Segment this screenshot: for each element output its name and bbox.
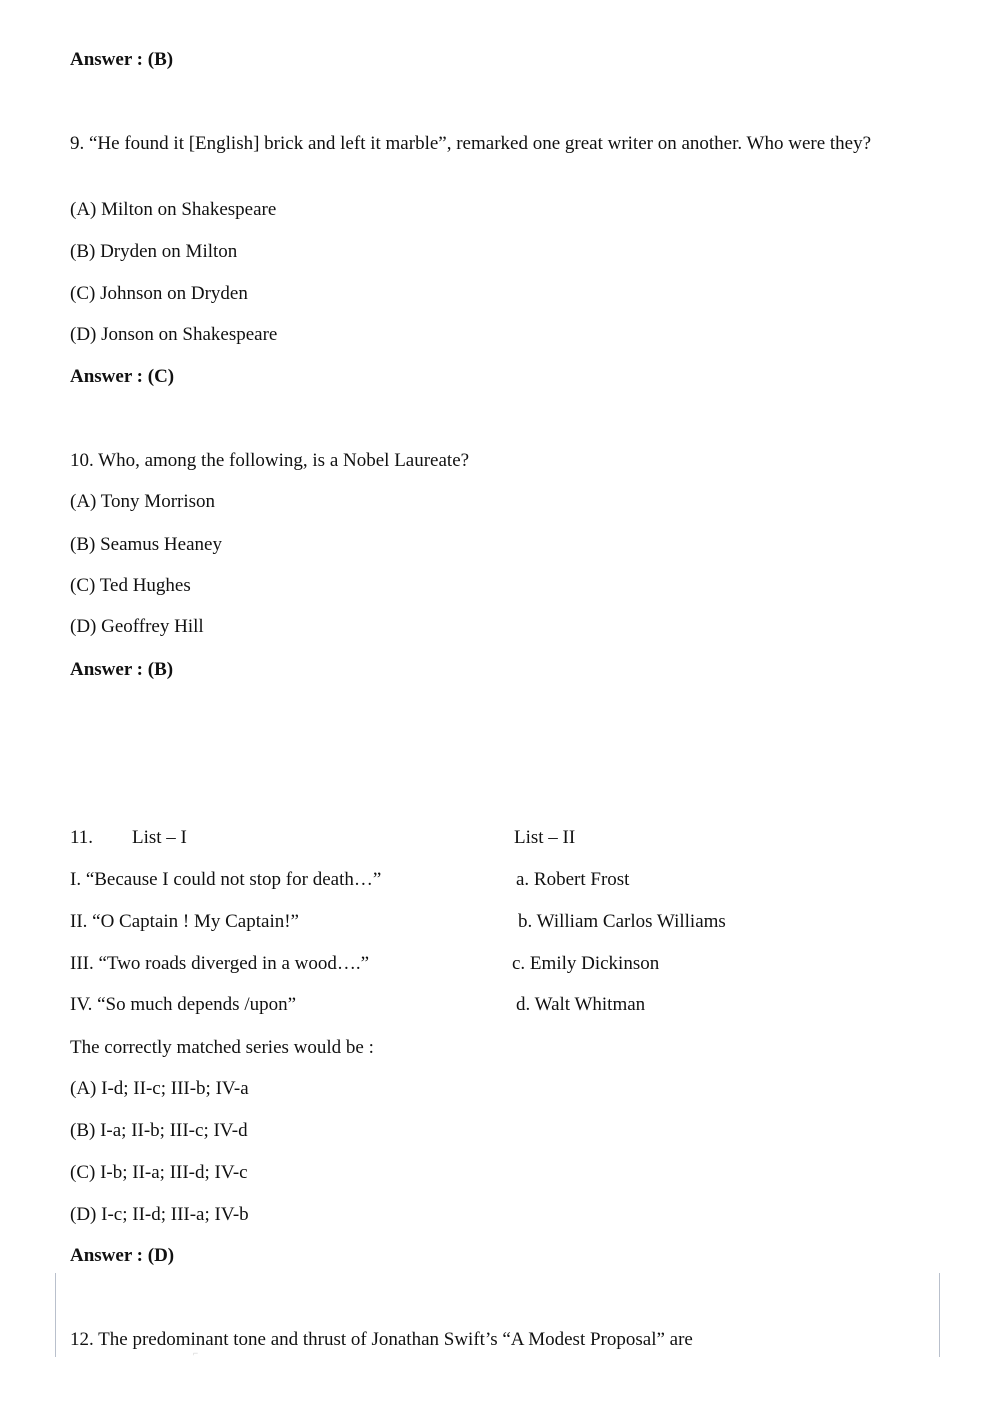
q9-option-b: (B) Dryden on Milton (70, 241, 238, 262)
list-1-title: List – I (132, 827, 187, 848)
q9-option-a: (A) Milton on Shakespeare (70, 199, 277, 220)
q10-option-b: (B) Seamus Heaney (70, 534, 222, 555)
list-1-item-1: I. “Because I could not stop for death…” (70, 869, 382, 890)
list-2-item-c: c. Emily Dickinson (512, 953, 660, 974)
q11-list-header (0, 826, 993, 850)
q10-option-c: (C) Ted Hughes (70, 575, 191, 596)
question-9-text: 9. “He found it [English] brick and left it marble”, remarked one great writer on another. Who were they? (70, 133, 872, 154)
q11-option-d: (D) I-c; II-d; III-a; IV-b (70, 1204, 249, 1225)
q11-option-b: (B) I-a; II-b; III-c; IV-d (70, 1120, 248, 1141)
q11-option-c: (C) I-b; II-a; III-d; IV-c (70, 1162, 248, 1183)
answer-q11: Answer : (D) (70, 1245, 175, 1266)
list-2-item-b: b. William Carlos Williams (518, 911, 726, 932)
right-margin-rule (939, 1273, 940, 1357)
margin-mark: ⌐ (193, 1348, 199, 1358)
q10-option-d: (D) Geoffrey Hill (70, 616, 204, 637)
answer-q10: Answer : (B) (70, 659, 174, 680)
left-margin-rule (55, 1273, 56, 1357)
q9-option-d: (D) Jonson on Shakespeare (70, 324, 278, 345)
list-1-item-2: II. “O Captain ! My Captain!” (70, 911, 299, 932)
answer-q9: Answer : (C) (70, 366, 175, 387)
list-2-item-a: a. Robert Frost (516, 869, 630, 890)
q9-option-c: (C) Johnson on Dryden (70, 283, 248, 304)
question-10-text: 10. Who, among the following, is a Nobel Laureate? (70, 450, 470, 471)
q10-option-a: (A) Tony Morrison (70, 491, 216, 512)
list-1-item-3: III. “Two roads diverged in a wood….” (70, 953, 370, 974)
list-1-item-4: IV. “So much depends /upon” (70, 994, 297, 1015)
question-11-number: 11. (70, 827, 94, 848)
list-2-title: List – II (514, 827, 576, 848)
q11-option-a: (A) I-d; II-c; III-b; IV-a (70, 1078, 249, 1099)
answer-q8: Answer : (B) (70, 49, 174, 70)
question-12-text: 12. The predominant tone and thrust of Jonathan Swift’s “A Modest Proposal” are (70, 1329, 693, 1350)
q11-prompt: The correctly matched series would be : (70, 1037, 374, 1058)
list-2-item-d: d. Walt Whitman (516, 994, 646, 1015)
